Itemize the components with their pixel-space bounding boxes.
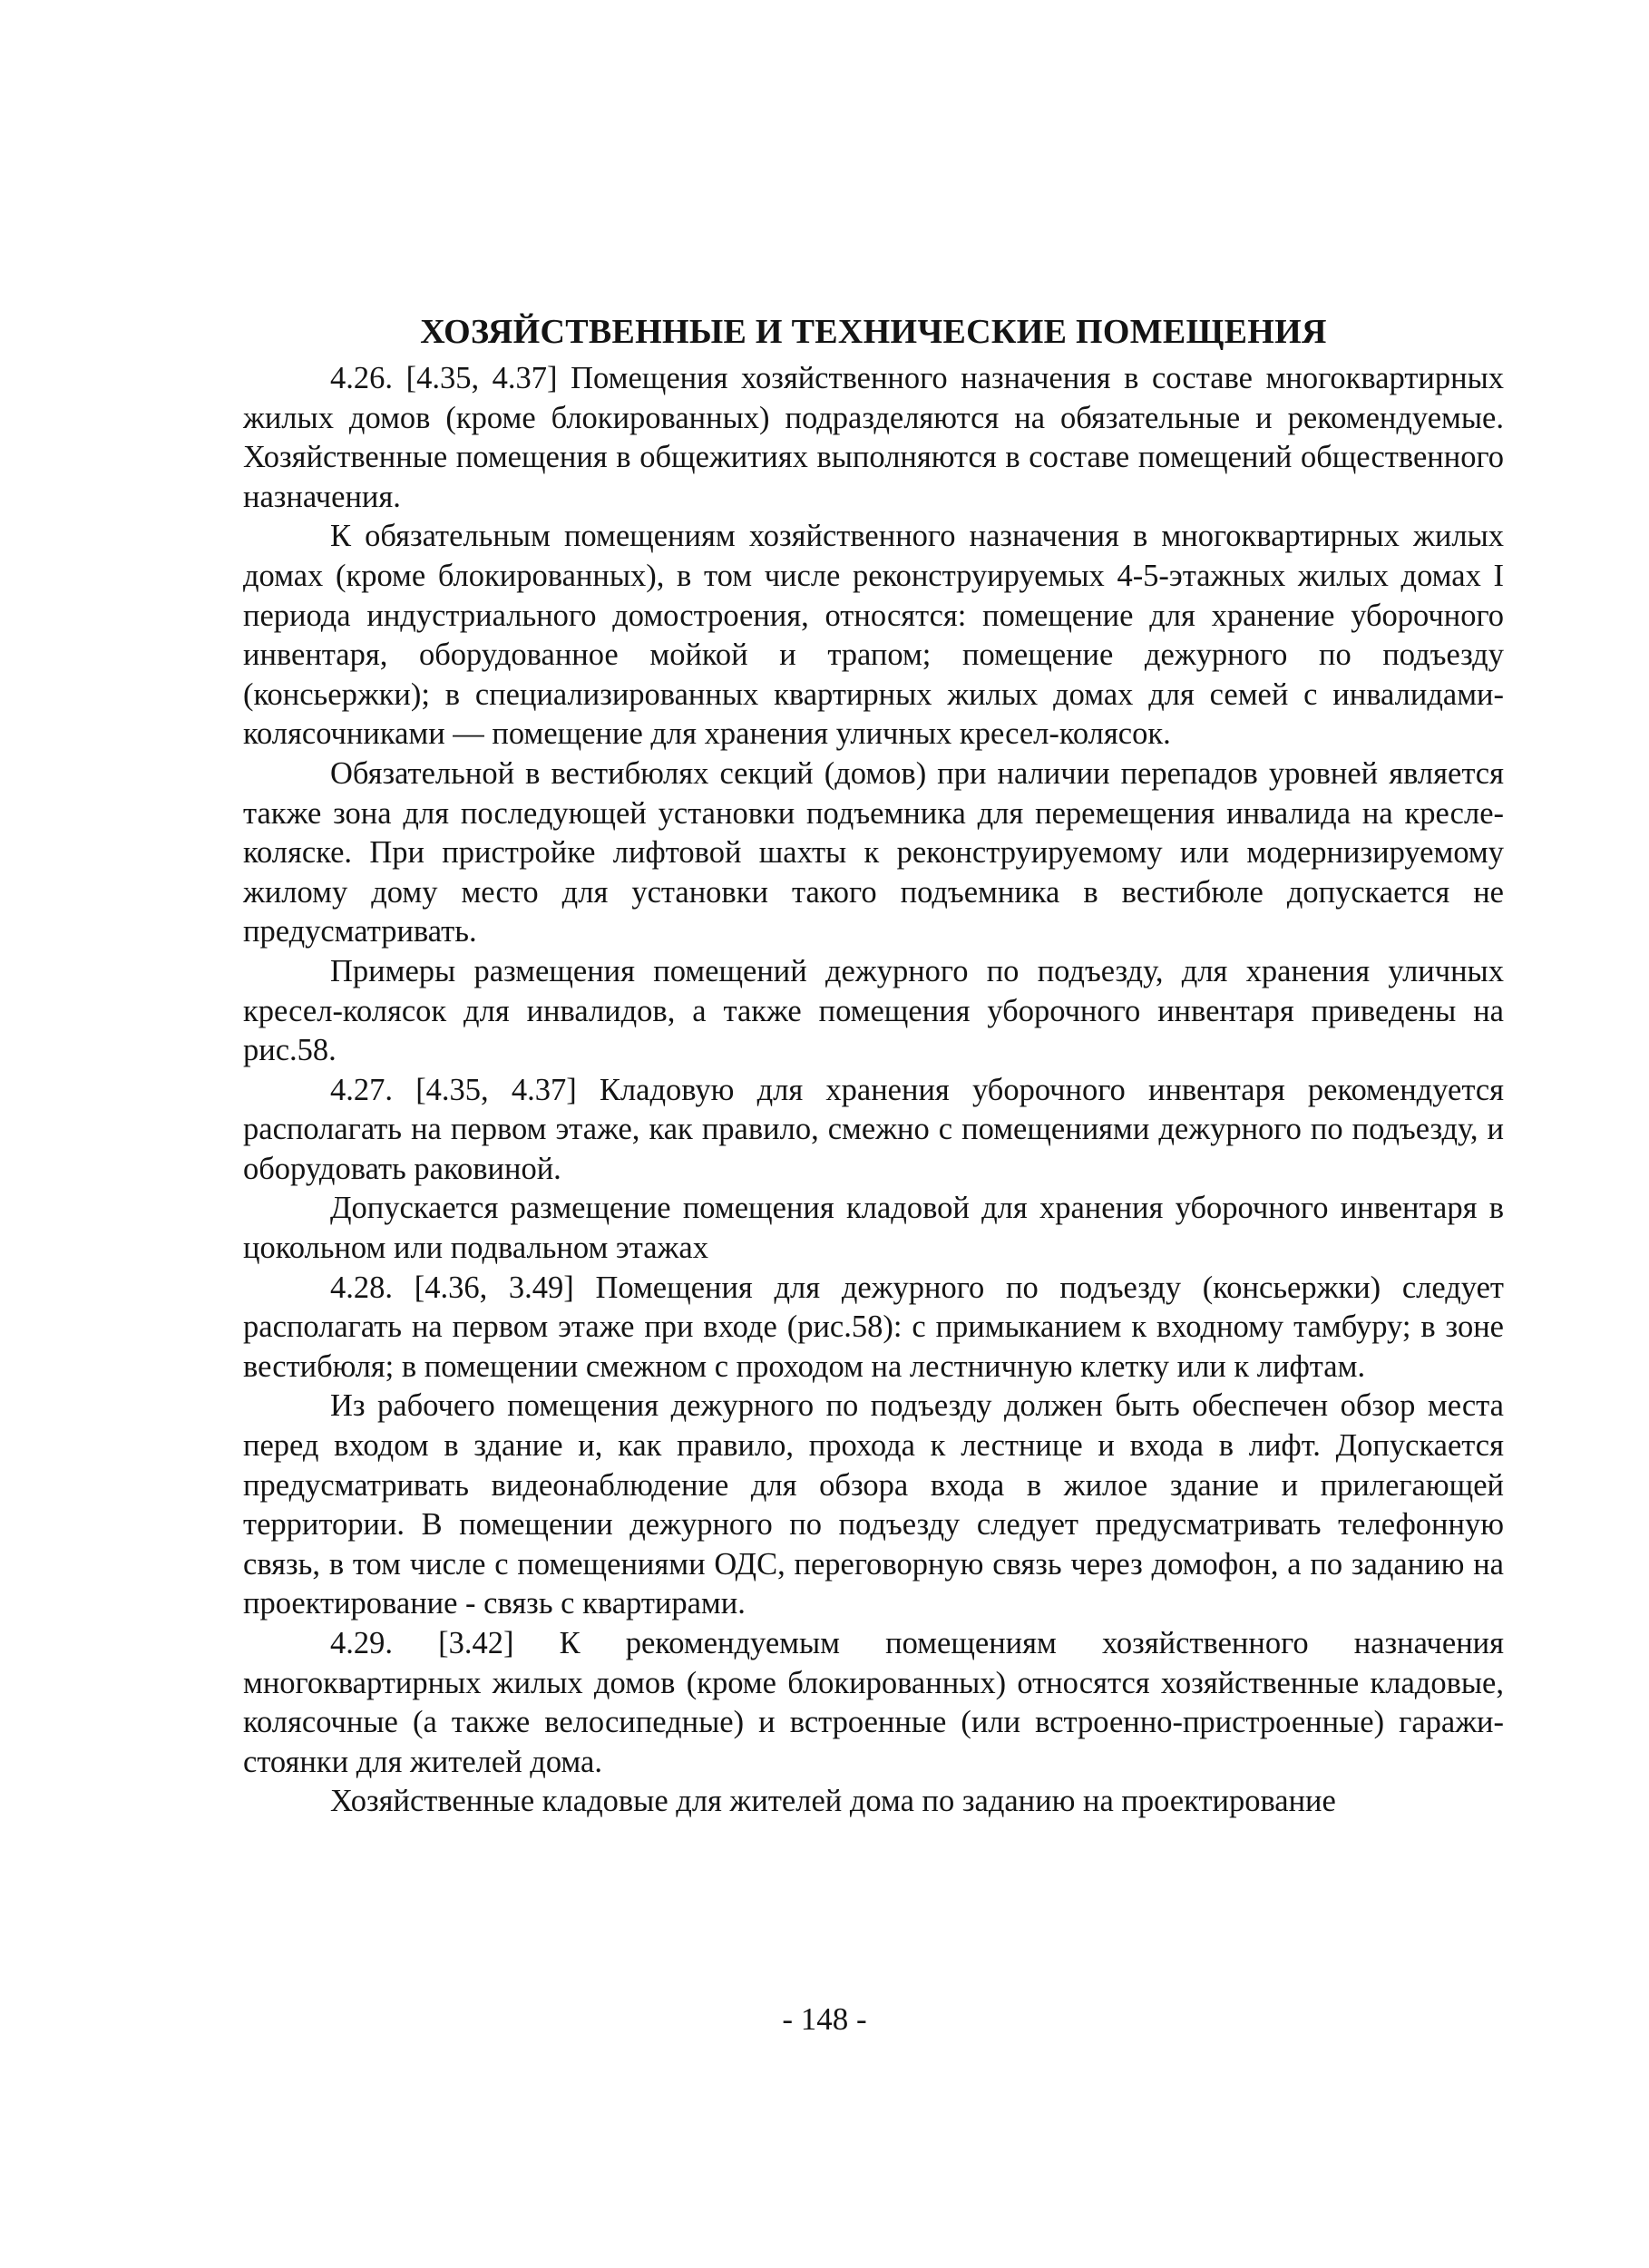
paragraph-lift-zone: Обязательной в вестибюлях секций (домов) при наличии перепадов уровней является также зона для последующей установки подъемника для перемещения инвалида на кресле-коляске. При пристройке лифтовой шахты к реконструируемому или модернизируемому жилому дому место для установки такого подъемника в вестибюле допускается не предусматривать.	[243, 755, 1504, 949]
paragraph-duty-room: Из рабочего помещения дежурного по подъезду должен быть обеспечен обзор места перед входом в здание и, как правило, прохода к лестнице и входа в лифт. Допускается предусматривать видеонаблюдение для обзора входа в жилое здание и прилегающей территории. В помещении дежурного по подъезду следует предусматривать телефонную связь, в том числе с помещениями ОДС, переговорную связь через домофон, а по заданию на проектирование - связь с квартирами.	[243, 1388, 1504, 1621]
paragraph-4-28: 4.28. [4.36, 3.49] Помещения для дежурного по подъезду (консьержки) следует располагать на первом этаже при входе (рис.58): с примыканием к входному тамбуру; в зоне вестибюля; в помещении смежном с проходом на лестничную клетку или к лифтам.	[243, 1270, 1504, 1384]
document-page	[243, 308, 1504, 1822]
page-number: - 148 -	[782, 2001, 867, 2037]
paragraph-examples: Примеры размещения помещений дежурного по подъезду, для хранения уличных кресел-колясок для инвалидов, а также помещения уборочного инвентаря приведены на рис.58.	[243, 953, 1504, 1068]
paragraph-4-26: 4.26. [4.35, 4.37] Помещения хозяйственного назначения в составе многоквартирных жилых домов (кроме блокированных) подразделяются на обязательные и рекомендуемые. Хозяйственные помещения в общежитиях выполняются в составе помещений общественного назначения.	[243, 361, 1504, 514]
paragraph-storerooms: Хозяйственные кладовые для жителей дома по заданию на проектирование	[330, 1784, 1336, 1819]
section-heading: ХОЗЯЙСТВЕННЫЕ И ТЕХНИЧЕСКИЕ ПОМЕЩЕНИЯ	[420, 313, 1327, 351]
paragraph-4-29: 4.29. [3.42] К рекомендуемым помещениям хозяйственного назначения многоквартирных жилых домов (кроме блокированных) относятся хозяйственные кладовые, колясочные (а также велосипедные) и встроенные (или встроенно-пристроенные) гаражи-стоянки для жителей дома.	[243, 1626, 1504, 1779]
paragraph-storage-basement: Допускается размещение помещения кладовой для хранения уборочного инвентаря в цокольном или подвальном этажах	[243, 1191, 1504, 1266]
paragraph-4-27: 4.27. [4.35, 4.37] Кладовую для хранения уборочного инвентаря рекомендуется располагать на первом этаже, как правило, смежно с помещениями дежурного по подъезду, и оборудовать раковиной.	[243, 1072, 1504, 1186]
paragraph-mandatory-rooms: К обязательным помещениям хозяйственного назначения в многоквартирных жилых домах (кроме блокированных), в том числе реконструируемых 4-5-этажных жилых домах I периода индустриального домостроения, относятся: помещение для хранение уборочного инвентаря, оборудованное мойкой и трапом; помещение дежурного по подъезду (консьержки); в специализированных квартирных жилых домах для семей с инвалидами-колясочниками — помещение для хранения уличных кресел-колясок.	[243, 519, 1504, 752]
